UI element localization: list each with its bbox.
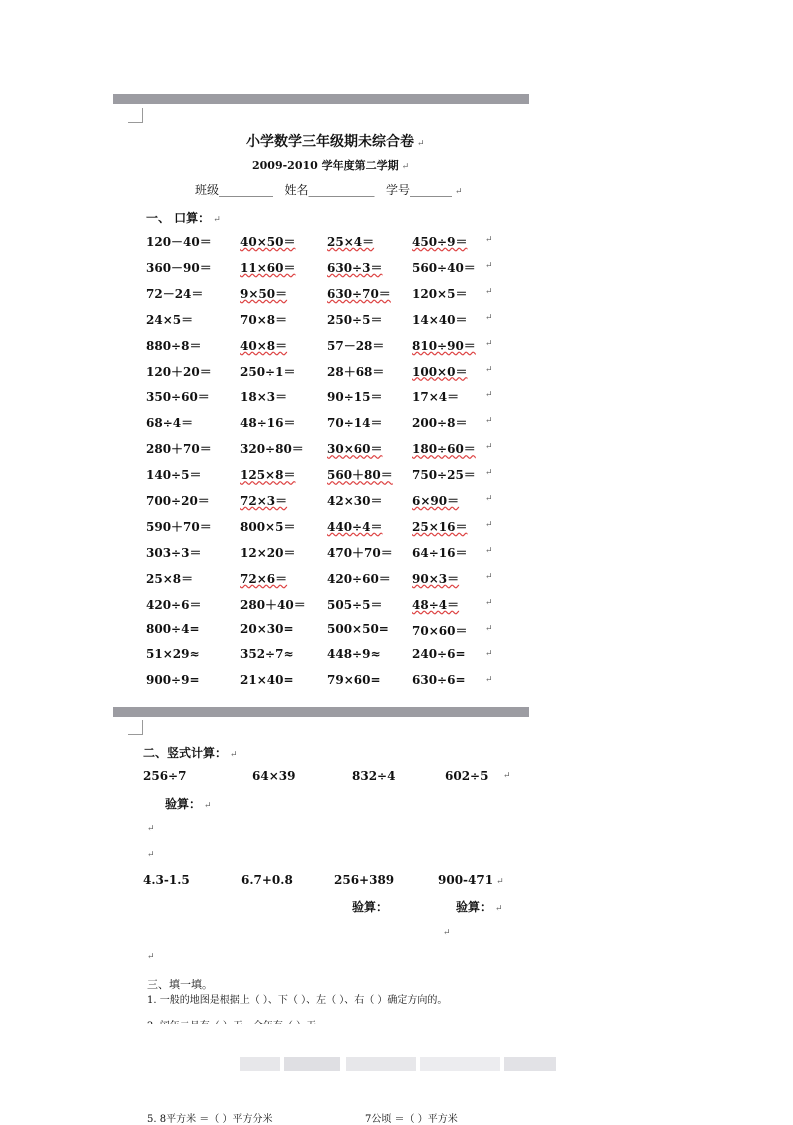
paragraph-mark: ↵ — [485, 623, 493, 634]
oral-problem: 280＋40＝ — [240, 597, 306, 612]
oral-problem: 250÷5＝ — [327, 312, 383, 327]
paragraph-mark: ↵ — [485, 519, 493, 530]
oral-problem: 24×5＝ — [146, 312, 194, 327]
oral-problem: 40×50＝ — [240, 235, 296, 249]
paragraph-mark: ↵ — [485, 364, 493, 375]
blurred-watermark — [346, 1057, 416, 1071]
check-label: 验算： — [352, 900, 389, 914]
name-label: 姓名 — [284, 183, 309, 197]
oral-problem: 250÷1＝ — [240, 364, 296, 379]
paragraph-mark: ↵ — [485, 442, 493, 453]
oral-problem: 320÷80＝ — [240, 442, 304, 457]
paragraph-mark: ↵ — [485, 235, 493, 245]
vertical-problem: 256+389 — [334, 873, 395, 887]
vertical-problem: 602÷5 — [445, 769, 489, 783]
oral-problem: 79×60= — [327, 673, 381, 688]
oral-problem: 90÷15＝ — [327, 390, 383, 405]
page-corner-mark — [128, 720, 143, 735]
oral-problem: 240÷6= — [412, 647, 466, 662]
id-field[interactable]: _______ — [409, 183, 452, 197]
oral-problem: 630÷3＝ — [327, 260, 383, 275]
vertical-problem: 4.3-1.5 — [143, 873, 190, 887]
oral-problem: 48÷16＝ — [240, 416, 296, 431]
oral-problem: 560＋80＝ — [327, 468, 393, 483]
oral-problem: 280＋70＝ — [146, 442, 212, 457]
paragraph-mark: ↵ — [485, 571, 493, 582]
paragraph-mark: ↵ — [443, 928, 451, 938]
oral-problem: 448÷9≈ — [327, 647, 381, 662]
oral-problem: 48÷4＝ — [412, 597, 460, 612]
blurred-watermark — [420, 1057, 500, 1071]
oral-problem: 70×8＝ — [240, 312, 288, 327]
oral-problem: 40×8＝ — [240, 338, 288, 353]
oral-problem: 420÷60＝ — [327, 571, 391, 586]
oral-problem: 120＋20＝ — [146, 364, 212, 379]
oral-problem: 350÷60＝ — [146, 390, 210, 405]
oral-problem: 420÷6＝ — [146, 597, 202, 612]
page-corner-mark — [128, 108, 143, 123]
oral-problem: 470＋70＝ — [327, 545, 393, 560]
section1-heading: 一、 口算： ↵ — [146, 211, 221, 225]
oral-problem: 450÷9＝ — [412, 235, 468, 249]
class-label: 班级 — [195, 183, 220, 197]
oral-problem: 500×50= — [327, 621, 389, 636]
oral-problem: 25×16＝ — [412, 519, 468, 534]
oral-problem: 30×60＝ — [327, 442, 383, 457]
oral-problem: 70÷14＝ — [327, 416, 383, 431]
check-label: 验算： ↵ — [165, 797, 212, 811]
vertical-problem: 64×39 — [252, 769, 296, 783]
oral-problem: 51×29≈ — [146, 647, 200, 662]
oral-problem: 12×20＝ — [240, 545, 296, 560]
paragraph-mark: ↵ — [485, 390, 493, 401]
oral-problem: 750÷25＝ — [412, 468, 476, 483]
oral-problem: 72×6＝ — [240, 571, 288, 586]
paragraph-mark: ↵ — [485, 286, 493, 297]
oral-problem: 18×3＝ — [240, 390, 288, 405]
fill-question: 7公顷 ＝（ ）平方米 — [365, 1114, 458, 1125]
oral-problem: 140÷5＝ — [146, 468, 202, 483]
oral-problem: 630÷70＝ — [327, 286, 391, 301]
oral-problem: 630÷6= — [412, 673, 466, 688]
vertical-problem: 900-471 ↵ — [438, 873, 504, 887]
oral-problem: 810÷90＝ — [412, 338, 476, 353]
oral-problem: 303÷3＝ — [146, 545, 202, 560]
page-cut-mask — [146, 1024, 546, 1032]
check-label: 验算： ↵ — [456, 900, 503, 914]
school-year: 2009-2010 学年度第二学期 ↵ — [252, 159, 410, 172]
oral-problem: 900÷9= — [146, 673, 200, 688]
paragraph-mark: ↵ — [147, 850, 155, 860]
oral-problem: 800÷4= — [146, 621, 200, 636]
oral-problem: 200÷8＝ — [412, 416, 468, 431]
paragraph-mark: ↵ — [485, 312, 493, 323]
oral-problem: 700÷20＝ — [146, 494, 210, 508]
oral-problem: 72×3＝ — [240, 494, 288, 508]
vertical-problem: 6.7+0.8 — [241, 873, 293, 887]
paragraph-mark: ↵ — [147, 824, 155, 834]
blurred-watermark — [504, 1057, 556, 1071]
oral-problem: 64÷16＝ — [412, 545, 468, 560]
section3-heading: 三、填一填。 — [147, 978, 213, 991]
oral-problem: 14×40＝ — [412, 312, 468, 327]
fill-question: 5. 8平方米 ＝（ ）平方分米 — [147, 1114, 273, 1125]
oral-problem: 100×0＝ — [412, 364, 468, 379]
oral-problem: 590＋70＝ — [146, 519, 212, 534]
oral-problem: 25×8＝ — [146, 571, 194, 586]
oral-problem: 880÷8＝ — [146, 338, 202, 353]
oral-problem: 17×4＝ — [412, 390, 460, 405]
oral-problem: 505÷5＝ — [327, 597, 383, 612]
paragraph-mark: ↵ — [485, 494, 493, 504]
oral-problem: 42×30＝ — [327, 494, 383, 508]
oral-problem: 125×8＝ — [240, 468, 296, 483]
name-field[interactable]: ___________ — [308, 183, 375, 197]
section2-heading: 二、竖式计算： ↵ — [143, 746, 238, 760]
vertical-problem: 256÷7 — [143, 769, 187, 783]
oral-problem: 25×4＝ — [327, 235, 375, 249]
paragraph-mark: ↵ — [485, 675, 493, 686]
oral-problem: 440÷4＝ — [327, 519, 383, 534]
paragraph-mark: ↵ — [503, 771, 511, 781]
oral-problem: 90×3＝ — [412, 571, 460, 586]
oral-problem: 120－40＝ — [146, 235, 212, 249]
oral-problem: 21×40= — [240, 673, 294, 688]
page-top-bar — [113, 94, 529, 104]
oral-problem: 70×60＝ — [412, 623, 468, 638]
blurred-watermark — [240, 1057, 280, 1071]
oral-problem: 57－28＝ — [327, 338, 385, 353]
oral-problem: 120×5＝ — [412, 286, 468, 301]
student-info-line: 班级_________ 姓名___________ 学号_______ ↵ — [195, 183, 463, 197]
oral-problem: 20×30= — [240, 621, 294, 636]
vertical-problem: 832÷4 — [352, 769, 396, 783]
oral-problem: 68÷4＝ — [146, 416, 194, 431]
oral-problem: 72－24＝ — [146, 286, 204, 301]
paragraph-mark: ↵ — [485, 416, 493, 427]
oral-problem: 9×50＝ — [240, 286, 288, 301]
paragraph-mark: ↵ — [485, 260, 493, 271]
paragraph-mark: ↵ — [485, 545, 493, 556]
oral-problem: 560÷40＝ — [412, 260, 476, 275]
oral-problem: 11×60＝ — [240, 260, 296, 275]
oral-problem: 28＋68＝ — [327, 364, 385, 379]
oral-problem: 360－90＝ — [146, 260, 212, 275]
oral-problem: 800×5＝ — [240, 519, 296, 534]
page-break-bar — [113, 707, 529, 717]
oral-problem: 180÷60＝ — [412, 442, 476, 457]
id-label: 学号 — [385, 183, 410, 197]
blurred-watermark — [284, 1057, 340, 1071]
class-field[interactable]: _________ — [219, 183, 274, 197]
oral-problem: 6×90＝ — [412, 494, 460, 508]
paragraph-mark: ↵ — [147, 952, 155, 962]
paragraph-mark: ↵ — [485, 649, 493, 660]
page-title: 小学数学三年级期未综合卷 ↵ — [246, 134, 425, 150]
paragraph-mark: ↵ — [485, 468, 493, 479]
paragraph-mark: ↵ — [485, 338, 493, 349]
oral-problem: 352÷7≈ — [240, 647, 294, 662]
paragraph-mark: ↵ — [485, 597, 493, 608]
fill-question: 1. 一般的地图是根据上（ ）、下（ ）、左（ ）、右（ ）确定方向的。 — [147, 995, 448, 1006]
